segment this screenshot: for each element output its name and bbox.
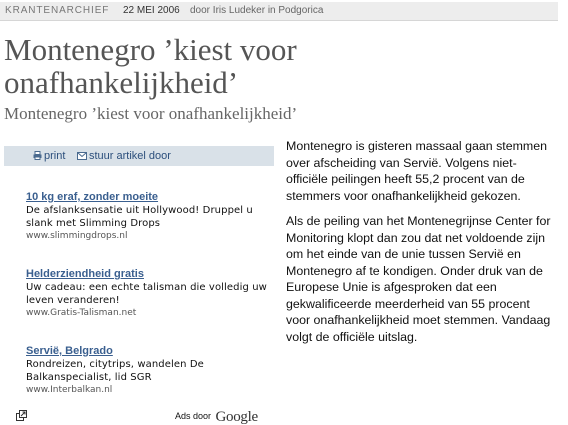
ad-url-link[interactable]: www.slimmingdrops.nl [26, 231, 128, 241]
article-paragraph: Montenegro is gisteren massaal gaan stemmen over afscheiding van Servië. Volgens niet-officiële peilingen heeft 55,2 procent van de stemmers voor onafhankelijkheid gekozen. [286, 139, 548, 203]
external-window-icon[interactable] [16, 410, 27, 421]
article-body [286, 138, 556, 354]
google-logo: Google [215, 409, 258, 425]
print-label: print [44, 150, 66, 162]
ad-title-link[interactable]: 10 kg eraf, zonder moeite [26, 191, 159, 203]
article-date: 22 MEI 2006 [123, 5, 180, 16]
article-meta-bar [0, 2, 558, 21]
article-subheadline: Montenegro ’kiest voor onafhankelijkheid’ [4, 104, 298, 123]
print-link[interactable] [33, 146, 65, 166]
ad-item [26, 191, 276, 242]
article-tools-bar [4, 146, 274, 166]
article-paragraph: Als de peiling van het Montenegrijnse Center for Monitoring klopt dan zou dat net voldoende zijn om het einde van de unie tussen Servië en Montenegro af te kondigen. Onder druk van de Europese Unie is afgesproken dat een gekwalificeerde meerderheid van 55 procent voor onafhankelijkheid moet stemmen. Vandaag volgt de officiële uitslag. [286, 214, 551, 344]
ad-title-link[interactable]: Servië, Belgrado [26, 345, 113, 357]
mail-article-label: stuur artikel door [89, 150, 171, 162]
ad-title-link[interactable]: Helderziendheid gratis [26, 268, 144, 280]
ads-by-google[interactable] [175, 408, 258, 424]
ad-item [26, 268, 276, 319]
article-byline: door Iris Ludeker in Podgorica [190, 5, 324, 16]
envelope-icon [77, 152, 87, 160]
ad-body-text: Rondreizen, citytrips, wandelen De Balkanspecialist, lid SGR [26, 359, 204, 383]
mail-article-link[interactable] [77, 146, 171, 166]
ad-url-link[interactable]: www.Interbalkan.nl [26, 385, 113, 395]
ad-body-text: De afslanksensatie uit Hollywood! Druppel u slank met Slimming Drops [26, 205, 253, 229]
printer-icon [33, 151, 42, 160]
article-headline: Montenegro ’kiest voor onafhankelijkheid’ [4, 32, 297, 100]
section-label: KRANTENARCHIEF [5, 5, 110, 16]
ad-url-link[interactable]: www.Gratis-Talisman.net [26, 308, 137, 318]
ad-item [26, 345, 276, 396]
ad-body-text: Uw cadeau: een echte talisman die volledig uw leven veranderen! [26, 282, 267, 306]
ads-by-label: Ads door [175, 411, 212, 421]
